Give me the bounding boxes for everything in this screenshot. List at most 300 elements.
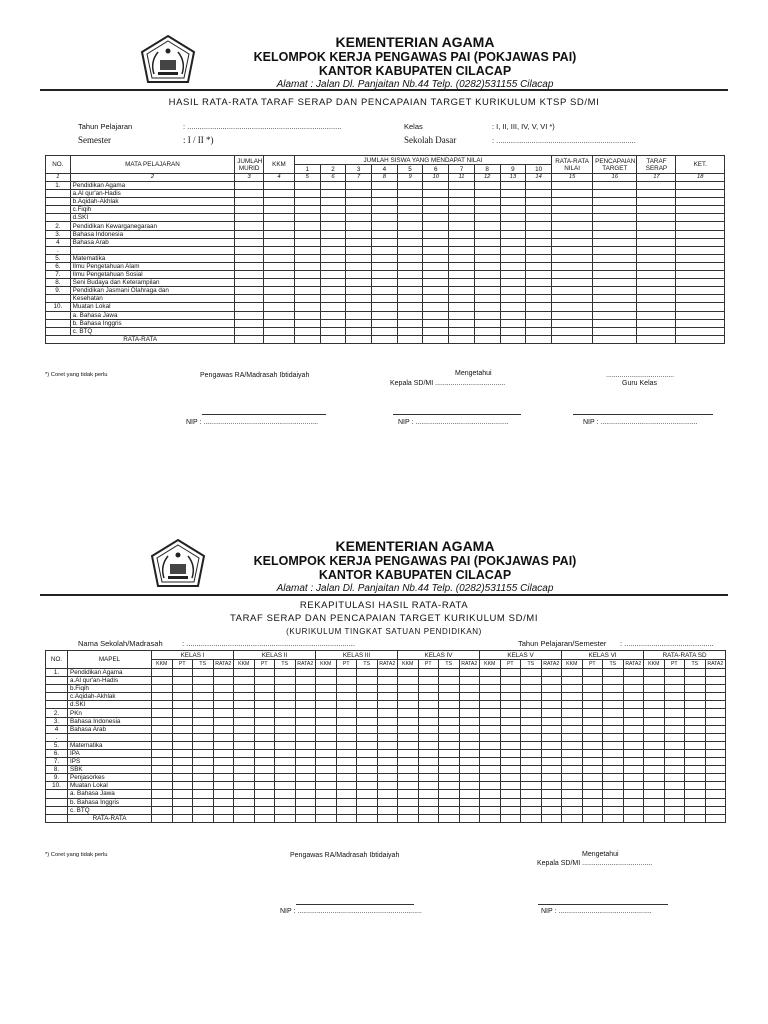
entry-cell[interactable]: [235, 222, 264, 230]
entry-cell[interactable]: [275, 693, 296, 701]
entry-cell[interactable]: [500, 758, 521, 766]
entry-cell[interactable]: [254, 782, 275, 790]
entry-cell[interactable]: [637, 319, 676, 327]
entry-cell[interactable]: [500, 214, 526, 222]
entry-cell[interactable]: [637, 327, 676, 335]
entry-cell[interactable]: [346, 287, 372, 295]
entry-cell[interactable]: [664, 677, 685, 685]
entry-cell[interactable]: [397, 311, 423, 319]
entry-cell[interactable]: [603, 669, 624, 677]
entry-cell[interactable]: [320, 190, 346, 198]
entry-cell[interactable]: [685, 790, 706, 798]
entry-cell[interactable]: [541, 733, 562, 741]
entry-cell[interactable]: [562, 669, 583, 677]
entry-cell[interactable]: [418, 806, 439, 814]
entry-cell[interactable]: [235, 319, 264, 327]
entry-cell[interactable]: [500, 271, 526, 279]
entry-cell[interactable]: [480, 790, 501, 798]
entry-cell[interactable]: [521, 733, 542, 741]
total-cell[interactable]: [377, 814, 398, 822]
entry-cell[interactable]: [685, 685, 706, 693]
entry-cell[interactable]: [500, 774, 521, 782]
entry-cell[interactable]: [705, 685, 726, 693]
entry-cell[interactable]: [275, 782, 296, 790]
entry-cell[interactable]: [418, 701, 439, 709]
entry-cell[interactable]: [526, 198, 552, 206]
entry-cell[interactable]: [172, 693, 193, 701]
entry-cell[interactable]: [439, 790, 460, 798]
entry-cell[interactable]: [637, 271, 676, 279]
entry-cell[interactable]: [377, 741, 398, 749]
entry-cell[interactable]: [213, 733, 234, 741]
entry-cell[interactable]: [336, 685, 357, 693]
entry-cell[interactable]: [459, 766, 480, 774]
entry-cell[interactable]: [685, 725, 706, 733]
entry-cell[interactable]: [372, 311, 398, 319]
total-cell[interactable]: [637, 335, 676, 343]
entry-cell[interactable]: [377, 766, 398, 774]
entry-cell[interactable]: [439, 677, 460, 685]
entry-cell[interactable]: [235, 214, 264, 222]
entry-cell[interactable]: [705, 669, 726, 677]
entry-cell[interactable]: [423, 222, 449, 230]
entry-cell[interactable]: [316, 758, 337, 766]
entry-cell[interactable]: [172, 725, 193, 733]
entry-cell[interactable]: [294, 182, 320, 190]
entry-cell[interactable]: [423, 182, 449, 190]
entry-cell[interactable]: [398, 782, 419, 790]
entry-cell[interactable]: [423, 319, 449, 327]
entry-cell[interactable]: [423, 198, 449, 206]
entry-cell[interactable]: [500, 677, 521, 685]
total-cell[interactable]: [357, 814, 378, 822]
entry-cell[interactable]: [582, 798, 603, 806]
entry-cell[interactable]: [377, 806, 398, 814]
entry-cell[interactable]: [193, 782, 214, 790]
entry-cell[interactable]: [562, 774, 583, 782]
entry-cell[interactable]: [562, 766, 583, 774]
entry-cell[interactable]: [423, 303, 449, 311]
entry-cell[interactable]: [541, 685, 562, 693]
entry-cell[interactable]: [474, 254, 500, 262]
entry-cell[interactable]: [172, 709, 193, 717]
entry-cell[interactable]: [637, 279, 676, 287]
entry-cell[interactable]: [295, 766, 316, 774]
entry-cell[interactable]: [593, 198, 637, 206]
entry-cell[interactable]: [235, 254, 264, 262]
entry-cell[interactable]: [664, 758, 685, 766]
entry-cell[interactable]: [603, 749, 624, 757]
entry-cell[interactable]: [172, 766, 193, 774]
entry-cell[interactable]: [685, 669, 706, 677]
entry-cell[interactable]: [676, 327, 725, 335]
entry-cell[interactable]: [552, 206, 593, 214]
entry-cell[interactable]: [459, 709, 480, 717]
entry-cell[interactable]: [294, 327, 320, 335]
entry-cell[interactable]: [705, 693, 726, 701]
entry-cell[interactable]: [500, 222, 526, 230]
entry-cell[interactable]: [336, 693, 357, 701]
entry-cell[interactable]: [275, 790, 296, 798]
entry-cell[interactable]: [423, 254, 449, 262]
entry-cell[interactable]: [213, 758, 234, 766]
entry-cell[interactable]: [398, 758, 419, 766]
entry-cell[interactable]: [459, 669, 480, 677]
entry-cell[interactable]: [423, 230, 449, 238]
entry-cell[interactable]: [526, 327, 552, 335]
entry-cell[interactable]: [295, 685, 316, 693]
entry-cell[interactable]: [357, 806, 378, 814]
entry-cell[interactable]: [582, 741, 603, 749]
entry-cell[interactable]: [552, 190, 593, 198]
entry-cell[interactable]: [346, 271, 372, 279]
entry-cell[interactable]: [357, 766, 378, 774]
entry-cell[interactable]: [526, 295, 552, 303]
entry-cell[interactable]: [439, 798, 460, 806]
entry-cell[interactable]: [474, 230, 500, 238]
entry-cell[interactable]: [254, 741, 275, 749]
entry-cell[interactable]: [418, 717, 439, 725]
total-cell[interactable]: [552, 335, 593, 343]
entry-cell[interactable]: [474, 190, 500, 198]
entry-cell[interactable]: [152, 806, 173, 814]
entry-cell[interactable]: [398, 806, 419, 814]
entry-cell[interactable]: [397, 279, 423, 287]
entry-cell[interactable]: [664, 669, 685, 677]
entry-cell[interactable]: [449, 206, 475, 214]
entry-cell[interactable]: [593, 319, 637, 327]
total-cell[interactable]: [320, 335, 346, 343]
entry-cell[interactable]: [294, 319, 320, 327]
entry-cell[interactable]: [637, 222, 676, 230]
total-cell[interactable]: [500, 335, 526, 343]
entry-cell[interactable]: [705, 749, 726, 757]
entry-cell[interactable]: [418, 669, 439, 677]
entry-cell[interactable]: [193, 749, 214, 757]
tahun-semester-field[interactable]: : ...........................................: [620, 639, 714, 648]
entry-cell[interactable]: [593, 230, 637, 238]
entry-cell[interactable]: [275, 685, 296, 693]
entry-cell[interactable]: [372, 295, 398, 303]
entry-cell[interactable]: [480, 709, 501, 717]
entry-cell[interactable]: [357, 741, 378, 749]
entry-cell[interactable]: [152, 733, 173, 741]
entry-cell[interactable]: [500, 279, 526, 287]
entry-cell[interactable]: [459, 701, 480, 709]
entry-cell[interactable]: [397, 214, 423, 222]
entry-cell[interactable]: [664, 741, 685, 749]
entry-cell[interactable]: [316, 806, 337, 814]
entry-cell[interactable]: [397, 319, 423, 327]
entry-cell[interactable]: [372, 182, 398, 190]
entry-cell[interactable]: [439, 749, 460, 757]
total-cell[interactable]: [582, 814, 603, 822]
entry-cell[interactable]: [644, 741, 665, 749]
entry-cell[interactable]: [644, 798, 665, 806]
entry-cell[interactable]: [235, 311, 264, 319]
entry-cell[interactable]: [439, 685, 460, 693]
entry-cell[interactable]: [541, 766, 562, 774]
entry-cell[interactable]: [264, 295, 295, 303]
entry-cell[interactable]: [552, 222, 593, 230]
entry-cell[interactable]: [603, 717, 624, 725]
entry-cell[interactable]: [500, 733, 521, 741]
entry-cell[interactable]: [235, 271, 264, 279]
entry-cell[interactable]: [521, 669, 542, 677]
entry-cell[interactable]: [275, 758, 296, 766]
entry-cell[interactable]: [372, 246, 398, 254]
entry-cell[interactable]: [357, 709, 378, 717]
entry-cell[interactable]: [541, 701, 562, 709]
entry-cell[interactable]: [644, 790, 665, 798]
entry-cell[interactable]: [346, 246, 372, 254]
total-cell[interactable]: [439, 814, 460, 822]
entry-cell[interactable]: [552, 198, 593, 206]
entry-cell[interactable]: [644, 693, 665, 701]
entry-cell[interactable]: [521, 790, 542, 798]
entry-cell[interactable]: [295, 693, 316, 701]
entry-cell[interactable]: [316, 725, 337, 733]
entry-cell[interactable]: [398, 790, 419, 798]
entry-cell[interactable]: [500, 190, 526, 198]
entry-cell[interactable]: [449, 198, 475, 206]
entry-cell[interactable]: [398, 717, 419, 725]
entry-cell[interactable]: [474, 303, 500, 311]
entry-cell[interactable]: [264, 271, 295, 279]
entry-cell[interactable]: [664, 693, 685, 701]
entry-cell[interactable]: [644, 717, 665, 725]
entry-cell[interactable]: [541, 709, 562, 717]
entry-cell[interactable]: [152, 741, 173, 749]
total-cell[interactable]: [541, 814, 562, 822]
entry-cell[interactable]: [562, 677, 583, 685]
entry-cell[interactable]: [377, 701, 398, 709]
entry-cell[interactable]: [603, 677, 624, 685]
entry-cell[interactable]: [264, 254, 295, 262]
total-cell[interactable]: [562, 814, 583, 822]
entry-cell[interactable]: [582, 766, 603, 774]
entry-cell[interactable]: [295, 790, 316, 798]
entry-cell[interactable]: [664, 766, 685, 774]
entry-cell[interactable]: [377, 693, 398, 701]
entry-cell[interactable]: [664, 709, 685, 717]
entry-cell[interactable]: [316, 790, 337, 798]
entry-cell[interactable]: [254, 749, 275, 757]
entry-cell[interactable]: [593, 206, 637, 214]
entry-cell[interactable]: [480, 766, 501, 774]
entry-cell[interactable]: [254, 758, 275, 766]
entry-cell[interactable]: [637, 254, 676, 262]
entry-cell[interactable]: [275, 709, 296, 717]
entry-cell[interactable]: [398, 774, 419, 782]
entry-cell[interactable]: [637, 262, 676, 270]
entry-cell[interactable]: [582, 758, 603, 766]
entry-cell[interactable]: [439, 733, 460, 741]
entry-cell[interactable]: [193, 701, 214, 709]
entry-cell[interactable]: [320, 182, 346, 190]
entry-cell[interactable]: [562, 709, 583, 717]
total-cell[interactable]: [152, 814, 173, 822]
entry-cell[interactable]: [316, 798, 337, 806]
entry-cell[interactable]: [264, 222, 295, 230]
entry-cell[interactable]: [398, 725, 419, 733]
entry-cell[interactable]: [152, 685, 173, 693]
entry-cell[interactable]: [500, 749, 521, 757]
entry-cell[interactable]: [418, 782, 439, 790]
entry-cell[interactable]: [295, 677, 316, 685]
entry-cell[interactable]: [264, 262, 295, 270]
entry-cell[interactable]: [346, 182, 372, 190]
entry-cell[interactable]: [500, 693, 521, 701]
entry-cell[interactable]: [603, 701, 624, 709]
entry-cell[interactable]: [316, 766, 337, 774]
entry-cell[interactable]: [234, 685, 255, 693]
entry-cell[interactable]: [295, 798, 316, 806]
entry-cell[interactable]: [346, 198, 372, 206]
entry-cell[interactable]: [398, 685, 419, 693]
entry-cell[interactable]: [172, 701, 193, 709]
entry-cell[interactable]: [172, 717, 193, 725]
entry-cell[interactable]: [275, 749, 296, 757]
entry-cell[interactable]: [480, 798, 501, 806]
entry-cell[interactable]: [500, 311, 526, 319]
entry-cell[interactable]: [552, 230, 593, 238]
entry-cell[interactable]: [593, 238, 637, 246]
entry-cell[interactable]: [275, 766, 296, 774]
entry-cell[interactable]: [398, 741, 419, 749]
entry-cell[interactable]: [500, 295, 526, 303]
entry-cell[interactable]: [295, 709, 316, 717]
entry-cell[interactable]: [449, 295, 475, 303]
entry-cell[interactable]: [526, 287, 552, 295]
entry-cell[interactable]: [685, 774, 706, 782]
entry-cell[interactable]: [152, 798, 173, 806]
entry-cell[interactable]: [526, 222, 552, 230]
entry-cell[interactable]: [474, 222, 500, 230]
entry-cell[interactable]: [459, 693, 480, 701]
entry-cell[interactable]: [264, 303, 295, 311]
entry-cell[interactable]: [623, 782, 644, 790]
entry-cell[interactable]: [562, 685, 583, 693]
entry-cell[interactable]: [372, 287, 398, 295]
entry-cell[interactable]: [275, 774, 296, 782]
entry-cell[interactable]: [254, 798, 275, 806]
entry-cell[interactable]: [500, 717, 521, 725]
entry-cell[interactable]: [423, 327, 449, 335]
entry-cell[interactable]: [193, 669, 214, 677]
entry-cell[interactable]: [526, 279, 552, 287]
total-cell[interactable]: [213, 814, 234, 822]
entry-cell[interactable]: [459, 758, 480, 766]
entry-cell[interactable]: [264, 279, 295, 287]
entry-cell[interactable]: [235, 295, 264, 303]
entry-cell[interactable]: [500, 230, 526, 238]
entry-cell[interactable]: [526, 238, 552, 246]
entry-cell[interactable]: [449, 271, 475, 279]
entry-cell[interactable]: [264, 287, 295, 295]
entry-cell[interactable]: [644, 677, 665, 685]
entry-cell[interactable]: [264, 230, 295, 238]
entry-cell[interactable]: [637, 295, 676, 303]
entry-cell[interactable]: [676, 295, 725, 303]
entry-cell[interactable]: [357, 725, 378, 733]
entry-cell[interactable]: [623, 766, 644, 774]
entry-cell[interactable]: [676, 222, 725, 230]
entry-cell[interactable]: [397, 246, 423, 254]
total-cell[interactable]: [275, 814, 296, 822]
entry-cell[interactable]: [593, 190, 637, 198]
entry-cell[interactable]: [449, 222, 475, 230]
entry-cell[interactable]: [541, 677, 562, 685]
entry-cell[interactable]: [500, 198, 526, 206]
entry-cell[interactable]: [213, 725, 234, 733]
entry-cell[interactable]: [377, 725, 398, 733]
entry-cell[interactable]: [397, 182, 423, 190]
entry-cell[interactable]: [644, 758, 665, 766]
entry-cell[interactable]: [294, 230, 320, 238]
entry-cell[interactable]: [664, 806, 685, 814]
entry-cell[interactable]: [562, 806, 583, 814]
entry-cell[interactable]: [418, 758, 439, 766]
total-cell[interactable]: [372, 335, 398, 343]
entry-cell[interactable]: [357, 758, 378, 766]
entry-cell[interactable]: [705, 741, 726, 749]
entry-cell[interactable]: [372, 238, 398, 246]
entry-cell[interactable]: [316, 741, 337, 749]
entry-cell[interactable]: [294, 190, 320, 198]
entry-cell[interactable]: [676, 198, 725, 206]
entry-cell[interactable]: [676, 182, 725, 190]
entry-cell[interactable]: [346, 214, 372, 222]
entry-cell[interactable]: [637, 182, 676, 190]
entry-cell[interactable]: [562, 693, 583, 701]
entry-cell[interactable]: [521, 725, 542, 733]
entry-cell[interactable]: [562, 798, 583, 806]
entry-cell[interactable]: [377, 782, 398, 790]
total-cell[interactable]: [172, 814, 193, 822]
entry-cell[interactable]: [235, 198, 264, 206]
entry-cell[interactable]: [193, 798, 214, 806]
entry-cell[interactable]: [593, 327, 637, 335]
entry-cell[interactable]: [235, 206, 264, 214]
entry-cell[interactable]: [193, 685, 214, 693]
entry-cell[interactable]: [336, 725, 357, 733]
total-cell[interactable]: [295, 814, 316, 822]
total-cell[interactable]: [346, 335, 372, 343]
entry-cell[interactable]: [705, 725, 726, 733]
entry-cell[interactable]: [644, 766, 665, 774]
entry-cell[interactable]: [449, 182, 475, 190]
entry-cell[interactable]: [644, 774, 665, 782]
entry-cell[interactable]: [705, 709, 726, 717]
entry-cell[interactable]: [275, 717, 296, 725]
entry-cell[interactable]: [336, 733, 357, 741]
total-cell[interactable]: [500, 814, 521, 822]
entry-cell[interactable]: [552, 182, 593, 190]
entry-cell[interactable]: [623, 725, 644, 733]
entry-cell[interactable]: [603, 766, 624, 774]
entry-cell[interactable]: [235, 303, 264, 311]
entry-cell[interactable]: [474, 182, 500, 190]
entry-cell[interactable]: [336, 709, 357, 717]
entry-cell[interactable]: [480, 725, 501, 733]
entry-cell[interactable]: [320, 238, 346, 246]
entry-cell[interactable]: [552, 271, 593, 279]
entry-cell[interactable]: [264, 327, 295, 335]
entry-cell[interactable]: [234, 693, 255, 701]
entry-cell[interactable]: [623, 790, 644, 798]
entry-cell[interactable]: [500, 254, 526, 262]
